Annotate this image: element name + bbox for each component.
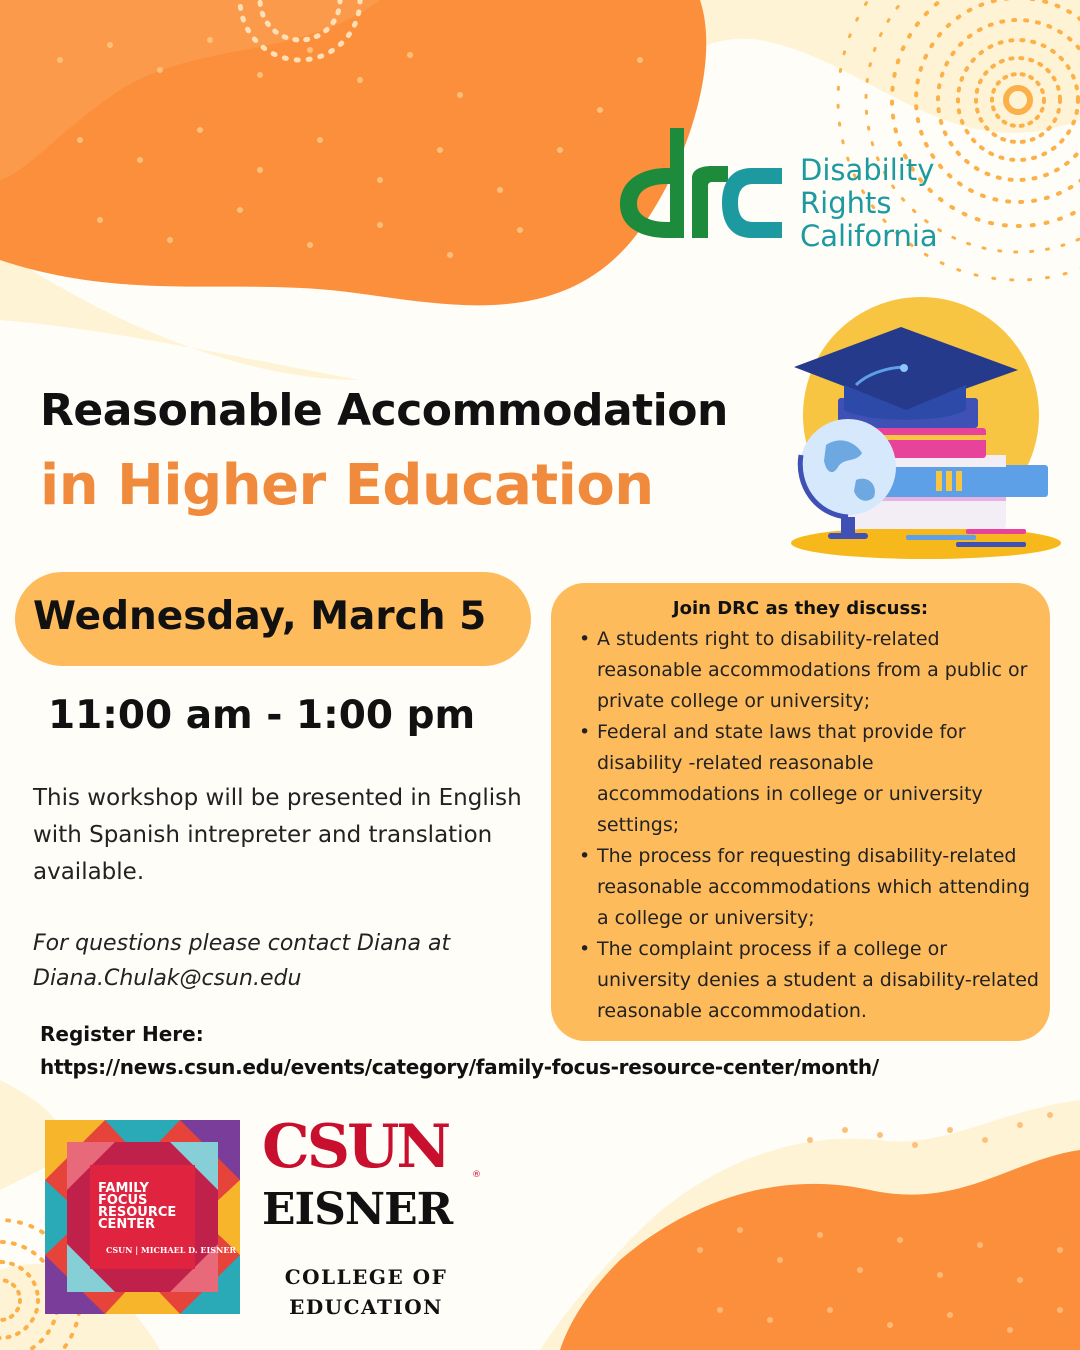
- eisner-wordmark: EISNER: [262, 1184, 453, 1235]
- ffrc-logo-subtext: CSUN | MICHAEL D. EISNER: [106, 1245, 237, 1255]
- discussion-item-text: Federal and state laws that provide for disability -related reasonable accommodations in college or university settings;: [597, 721, 983, 836]
- discussion-item-text: The complaint process if a college or university denies a student a disability-related reasonable accommodation.: [597, 938, 1039, 1022]
- discussion-item-text: A students right to disability-related reasonable accommodations from a public or private college or university;: [597, 628, 1028, 712]
- bullet-icon: •: [579, 845, 591, 867]
- ffrc-line-2: FOCUS: [98, 1193, 148, 1208]
- list-item: [579, 934, 1041, 1027]
- title-line-1: Reasonable Accommodation: [40, 385, 728, 436]
- discussion-list: [579, 624, 1041, 1027]
- drc-name-line-1: Disability: [800, 153, 935, 187]
- graduation-books-globe-illustration: [786, 295, 1066, 570]
- event-time: 11:00 am - 1:00 pm: [48, 693, 476, 738]
- contact-note: For questions please contact Diana at Diana.Chulak@csun.edu: [33, 931, 451, 991]
- event-date: Wednesday, March 5: [33, 594, 487, 639]
- bullet-icon: •: [579, 938, 591, 960]
- list-item: [579, 624, 1041, 717]
- ffrc-line-4: CENTER: [98, 1217, 156, 1232]
- csun-wordmark: CSUN: [262, 1112, 449, 1182]
- register-link[interactable]: https://news.csun.edu/events/category/family-focus-resource-center/month/: [40, 1055, 879, 1079]
- discussion-item-text: The process for requesting disability-related reasonable accommodations which attending a college or university;: [597, 845, 1030, 929]
- college-line-2: EDUCATION: [289, 1295, 443, 1319]
- title-line-2: in Higher Education: [40, 453, 654, 518]
- drc-logo: [612, 118, 952, 258]
- ffrc-line-1: FAMILY: [98, 1181, 149, 1196]
- discussion-heading: Join DRC as they discuss:: [672, 598, 929, 619]
- college-line-1: COLLEGE OF: [284, 1265, 448, 1289]
- drc-logo-mark: [612, 118, 792, 258]
- workshop-note: This workshop will be presented in English with Spanish intrepreter and translation available.: [33, 785, 522, 885]
- ffrc-logo-text: [98, 1183, 176, 1231]
- list-item: [579, 717, 1041, 841]
- register-label: Register Here:: [40, 1022, 204, 1046]
- bullet-icon: •: [579, 628, 591, 650]
- drc-name: [800, 154, 938, 253]
- registered-mark: ®: [472, 1170, 481, 1180]
- bullet-icon: •: [579, 721, 591, 743]
- ffrc-line-3: RESOURCE: [98, 1205, 177, 1220]
- drc-name-line-3: California: [800, 219, 938, 253]
- drc-name-line-2: Rights: [800, 186, 892, 220]
- college-of-education: [262, 1262, 470, 1322]
- list-item: [579, 841, 1041, 934]
